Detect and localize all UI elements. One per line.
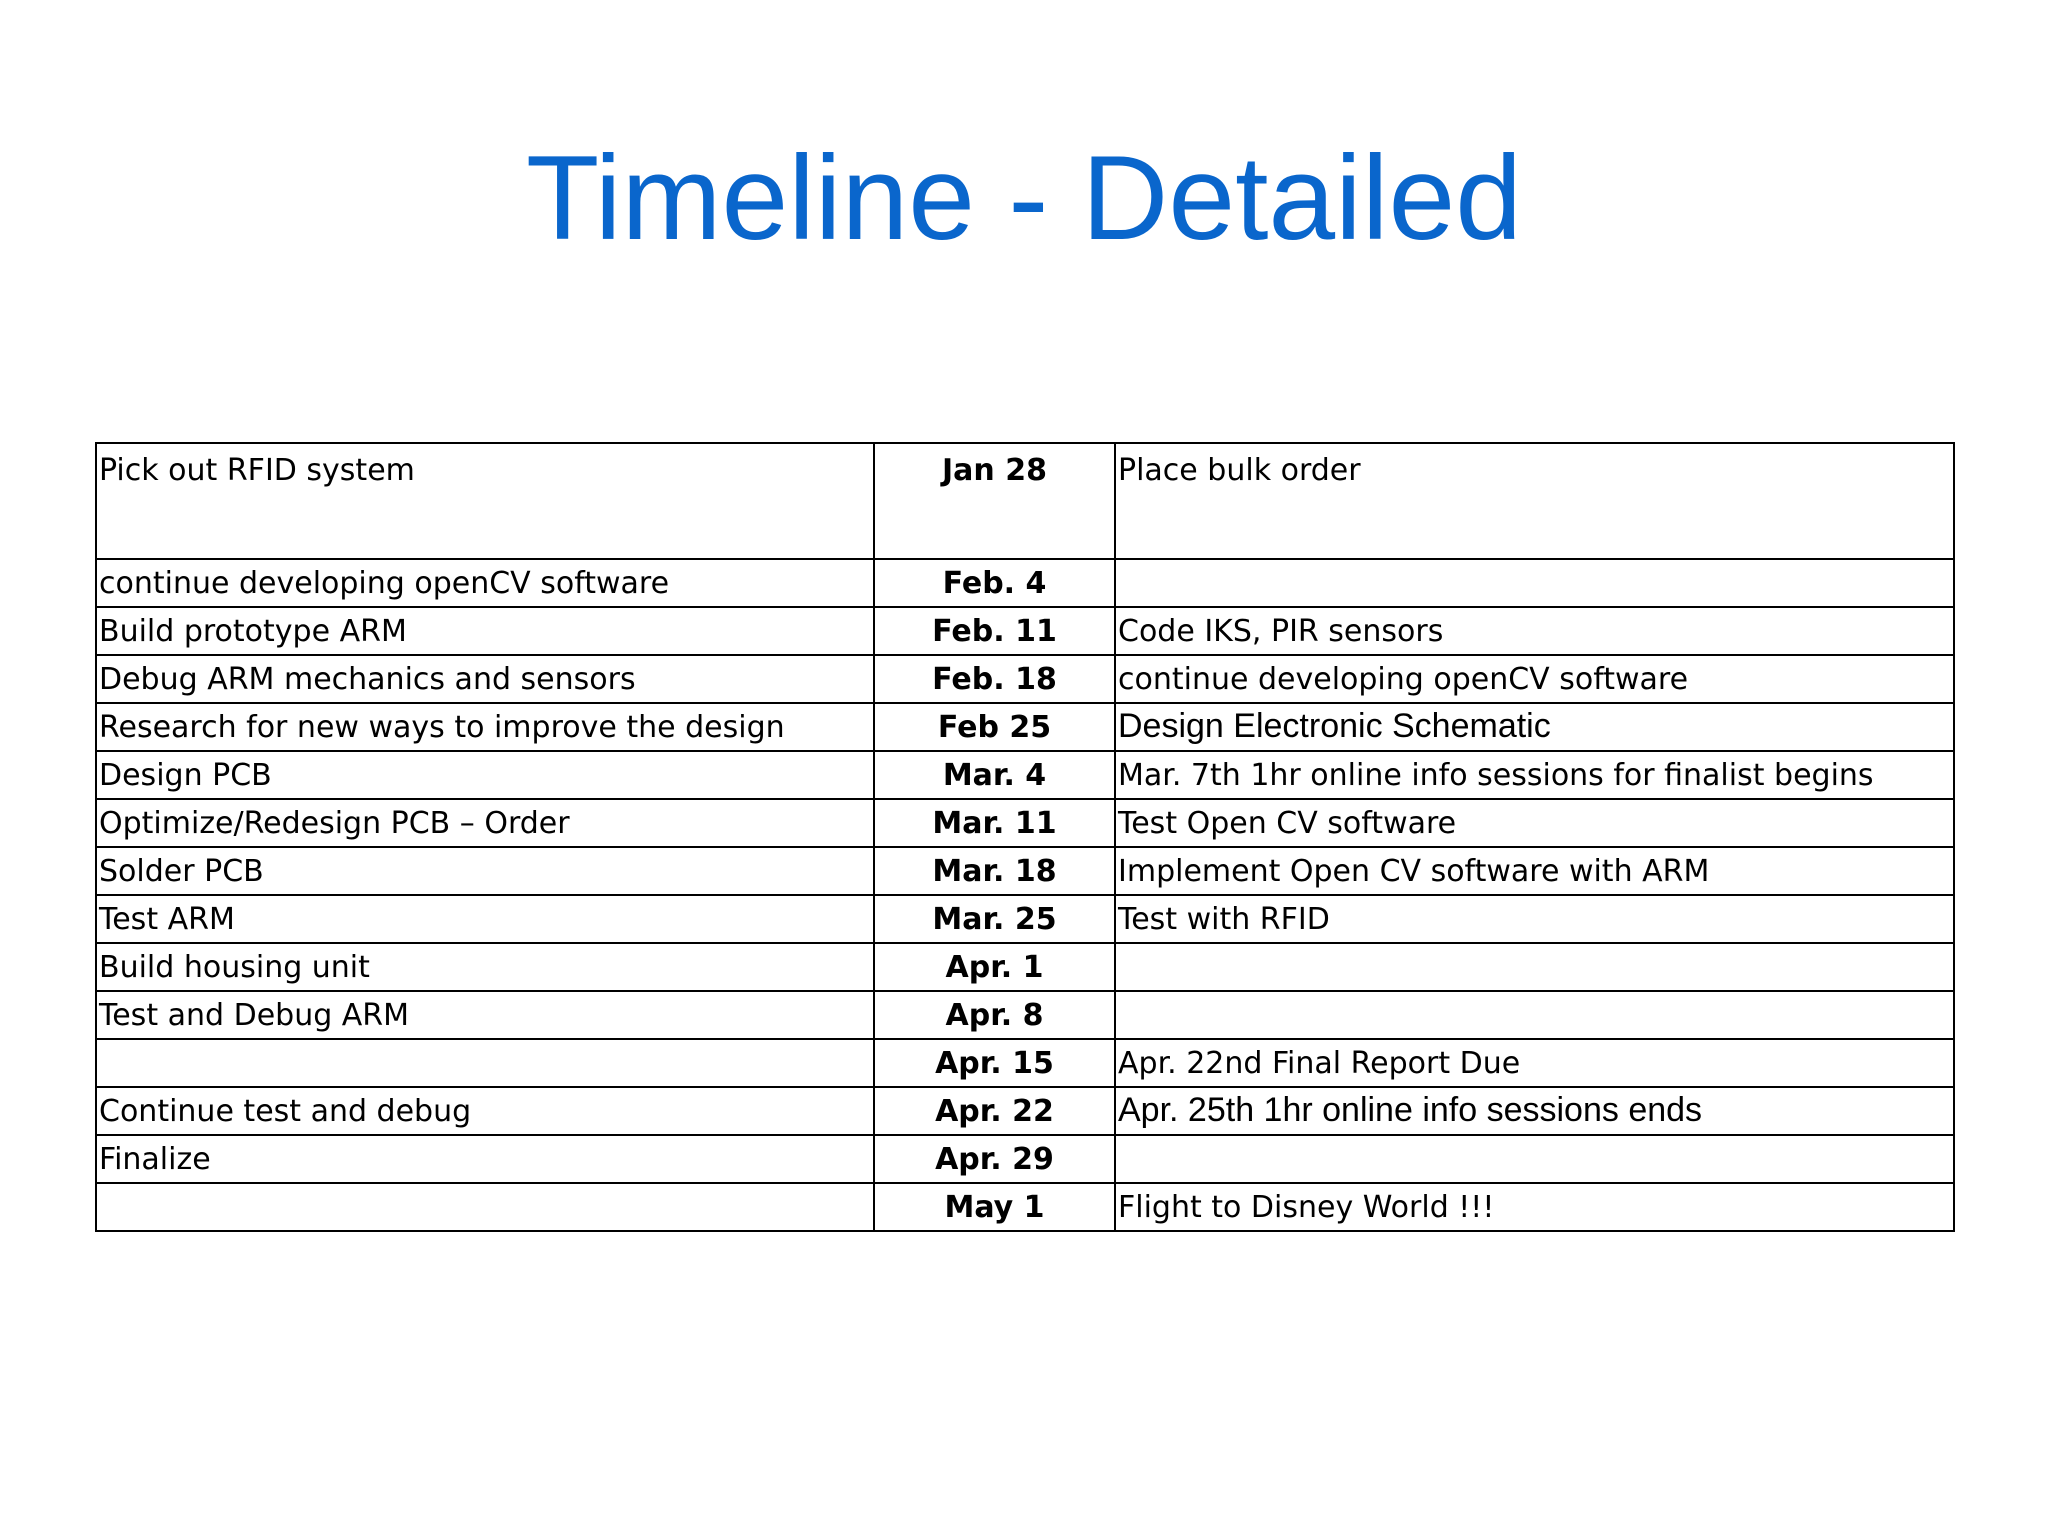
- date-cell: Mar. 11: [874, 799, 1115, 847]
- table-row: [96, 1135, 1954, 1183]
- date-cell: Apr. 22: [874, 1087, 1115, 1135]
- date-cell: Jan 28: [874, 443, 1115, 559]
- slide-title: Timeline - Detailed: [526, 131, 1522, 265]
- table-row: [96, 991, 1954, 1039]
- table-row: [96, 1087, 1954, 1135]
- table-row: [96, 847, 1954, 895]
- task-cell: Build prototype ARM: [96, 607, 874, 655]
- note-cell: Test Open CV software: [1115, 799, 1954, 847]
- date-cell: Feb. 4: [874, 559, 1115, 607]
- task-cell: Pick out RFID system: [96, 443, 874, 559]
- note-cell: Apr. 22nd Final Report Due: [1115, 1039, 1954, 1087]
- date-cell: Apr. 15: [874, 1039, 1115, 1087]
- note-cell: Apr. 25th 1hr online info sessions ends: [1115, 1087, 1954, 1135]
- timeline-table: [95, 442, 1955, 1232]
- date-cell: Apr. 1: [874, 943, 1115, 991]
- note-cell: Place bulk order: [1115, 443, 1954, 559]
- note-cell: Test with RFID: [1115, 895, 1954, 943]
- task-cell: Research for new ways to improve the design: [96, 703, 874, 751]
- task-cell: Design PCB: [96, 751, 874, 799]
- note-cell: [1115, 991, 1954, 1039]
- table-row: [96, 443, 1954, 559]
- date-cell: Mar. 25: [874, 895, 1115, 943]
- note-cell: [1115, 559, 1954, 607]
- note-cell: Design Electronic Schematic: [1115, 703, 1954, 751]
- task-cell: [96, 1183, 874, 1231]
- task-cell: Test and Debug ARM: [96, 991, 874, 1039]
- table-row: [96, 559, 1954, 607]
- note-cell: [1115, 1135, 1954, 1183]
- note-cell: Mar. 7th 1hr online info sessions for finalist begins: [1115, 751, 1954, 799]
- date-cell: Apr. 29: [874, 1135, 1115, 1183]
- note-cell: Implement Open CV software with ARM: [1115, 847, 1954, 895]
- table-row: [96, 1039, 1954, 1087]
- table-row: [96, 751, 1954, 799]
- date-cell: Mar. 18: [874, 847, 1115, 895]
- table-row: [96, 799, 1954, 847]
- date-cell: Feb. 11: [874, 607, 1115, 655]
- note-cell: Flight to Disney World !!!: [1115, 1183, 1954, 1231]
- task-cell: Optimize/Redesign PCB – Order: [96, 799, 874, 847]
- date-cell: Apr. 8: [874, 991, 1115, 1039]
- table-row: [96, 655, 1954, 703]
- table-row: [96, 895, 1954, 943]
- date-cell: Mar. 4: [874, 751, 1115, 799]
- task-cell: Continue test and debug: [96, 1087, 874, 1135]
- task-cell: continue developing openCV software: [96, 559, 874, 607]
- task-cell: Solder PCB: [96, 847, 874, 895]
- task-cell: Finalize: [96, 1135, 874, 1183]
- note-cell: Code IKS, PIR sensors: [1115, 607, 1954, 655]
- task-cell: Test ARM: [96, 895, 874, 943]
- date-cell: Feb 25: [874, 703, 1115, 751]
- table-row: [96, 943, 1954, 991]
- task-cell: Build housing unit: [96, 943, 874, 991]
- task-cell: [96, 1039, 874, 1087]
- task-cell: Debug ARM mechanics and sensors: [96, 655, 874, 703]
- table-row: [96, 703, 1954, 751]
- note-cell: continue developing openCV software: [1115, 655, 1954, 703]
- table-row: [96, 1183, 1954, 1231]
- date-cell: May 1: [874, 1183, 1115, 1231]
- table-row: [96, 607, 1954, 655]
- date-cell: Feb. 18: [874, 655, 1115, 703]
- note-cell: [1115, 943, 1954, 991]
